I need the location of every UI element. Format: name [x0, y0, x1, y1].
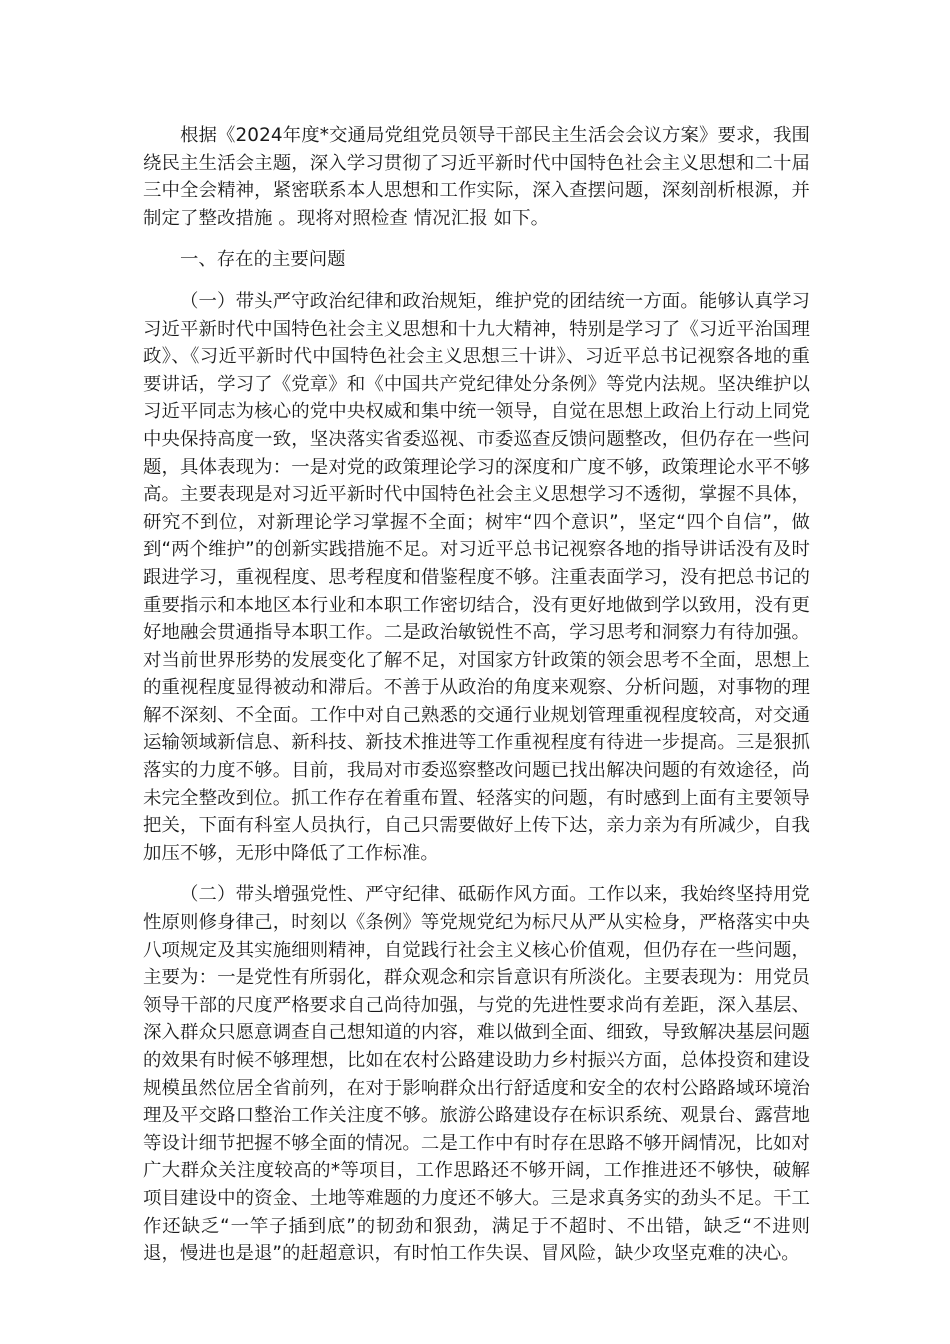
- paragraph-political-discipline: （一）带头严守政治纪律和政治规矩，维护党的团结统一方面。能够认真学习习近平新时代中国特色社会主义思想和十九大精神，特别是学习了《习近平治国理政》、《习近平新时代中国特色社会主义思想三十讲》、习近平总书记视察各地的重要讲话，学习了《党章》和《中国共产党纪律处分条例》等党内法规。坚决维护以习近平同志为核心的党中央权威和集中统一领导，自觉在思想上政治上行动上同党中央保持高度一致，坚决落实省委巡视、市委巡查反馈问题整改，但仍存在一些问题，具体表现为：一是对党的政策理论学习的深度和广度不够，政策理论水平不够高。主要表现是对习近平新时代中国特色社会主义思想学习不透彻，掌握不具体，研究不到位，对新理论学习掌握不全面；树牢“四个意识”，坚定“四个自信”，做到“两个维护”的创新实践措施不足。对习近平总书记视察各地的指导讲话没有及时跟进学习，重视程度、思考程度和借鉴程度不够。注重表面学习，没有把总书记的重要指示和本地区本行业和本职工作密切结合，没有更好地做到学以致用，没有更好地融会贯通指导本职工作。二是政治敏锐性不高，学习思考和洞察力有待加强。对当前世界形势的发展变化了解不足，对国家方针政策的领会思考不全面，思想上的重视程度显得被动和滞后。不善于从政治的角度来观察、分析问题，对事物的理解不深刻、不全面。工作中对自己熟悉的交通行业规划管理重视程度较高，对交通运输领域新信息、新科技、新技术推进等工作重视程度有待进一步提高。三是狠抓落实的力度不够。目前，我局对市委巡察整改问题已找出解决问题的有效途径，尚未完全整改到位。抓工作存在着重布置、轻落实的问题，有时感到上面有主要领导把关，下面有科室人员执行，自己只需要做好上传下达，亲力亲为有所减少，自我加压不够，无形中降低了工作标准。: [143, 290, 810, 864]
- intro-paragraph: 根据《2024年度*交通局党组党员领导干部民主生活会会议方案》要求，我围绕民主生活会主题，深入学习贯彻了习近平新时代中国特色社会主义思想和二十届三中全会精神，紧密联系本人思想和工作实际，深入查摆问题，深刻剖析根源，并制定了整改措施 。现将对照检查 情况汇报 如下。: [143, 125, 810, 229]
- section-heading: 一、存在的主要问题: [180, 249, 346, 271]
- paragraph-party-spirit: （二）带头增强党性、严守纪律、砥砺作风方面。工作以来，我始终坚持用党性原则修身律己，时刻以《条例》等党规党纪为标尺从严从实检身，严格落实中央八项规定及其实施细则精神，自觉践行社会主义核心价值观，但仍存在一些问题，主要为：一是党性有所弱化，群众观念和宗旨意识有所淡化。主要表现为：用党员领导干部的尺度严格要求自己尚待加强，与党的先进性要求尚有差距，深入基层、深入群众只愿意调查自己想知道的内容，难以做到全面、细致，导致解决基层问题的效果有时候不够理想，比如在农村公路建设助力乡村振兴方面，总体投资和建设规模虽然位居全省前列，在对于影响群众出行舒适度和安全的农村公路路域环境治理及平交路口整治工作关注度不够。旅游公路建设存在标识系统、观景台、露营地等设计细节把握不够全面的情况。二是工作中有时存在思路不够开阔情况，比如对广大群众关注度较高的*等项目，工作思路还不够开阔，工作推进还不够快，破解项目建设中的资金、土地等难题的力度还不够大。三是求真务实的劲头不足。干工作还缺乏“一竿子插到底”的韧劲和狠劲，满足于不超时、不出错，缺乏“不进则退，慢进也是退”的赶超意识，有时怕工作失误、冒风险，缺少攻坚克难的决心。: [143, 884, 810, 1265]
